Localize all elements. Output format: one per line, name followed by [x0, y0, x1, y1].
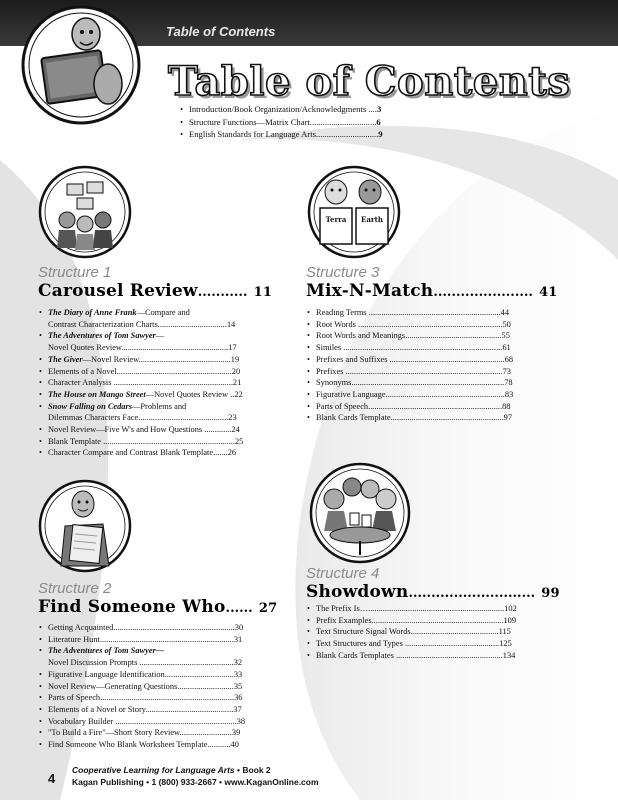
list-item[interactable]: • Blank Cards Template......................................................97: [307, 412, 543, 424]
intro-item[interactable]: • English Standards for Language Arts.............................9: [180, 128, 440, 141]
list-item[interactable]: • The Prefix Is….................................................................102: [307, 603, 543, 615]
structure-1-label: Structure 1: [38, 264, 112, 281]
showdown-illustration: [308, 461, 412, 565]
reader-illustration: [20, 4, 142, 126]
list-item[interactable]: • Character Compare and Contrast Blank Template.......26: [39, 447, 275, 459]
list-item[interactable]: • Figurative Language.........................................................83: [307, 389, 543, 401]
structure-1-title[interactable]: Carousel Review........... 11: [38, 281, 273, 301]
list-item[interactable]: • Parts of Speech................................................................88: [307, 401, 543, 413]
list-item[interactable]: • Reading Terms ...............................................................44: [307, 307, 543, 319]
list-item[interactable]: • Root Words .....................................................................50: [307, 319, 543, 331]
list-item[interactable]: • The Giver—Novel Review............................................19: [39, 354, 275, 366]
list-item[interactable]: • Root Words and Meanings..............................................55: [307, 330, 543, 342]
list-item[interactable]: Contrast Characterization Charts.................................14: [48, 319, 236, 329]
page-number: 4: [48, 771, 56, 786]
list-item[interactable]: • Snow Falling on Cedars—Problems and: [39, 401, 275, 413]
list-item[interactable]: Dilemmas Characters Face...........................................23: [48, 413, 237, 423]
header-title: Table of Contents: [166, 24, 276, 39]
intro-item[interactable]: • Introduction/Book Organization/Acknowledgments ....3: [180, 103, 440, 116]
intro-list: [180, 103, 440, 141]
structure-4-title[interactable]: Showdown............................ 99: [306, 582, 560, 602]
list-item[interactable]: • The Adventures of Tom Sawyer—: [39, 330, 275, 342]
intro-item[interactable]: • Structure Functions—Matrix Chart...............................6: [180, 116, 440, 129]
structure-3-title[interactable]: Mix-N-Match...................... 41: [306, 281, 558, 301]
list-item[interactable]: • Parts of Speech................................................................36: [39, 692, 275, 704]
list-item[interactable]: • Prefixes and Suffixes .......................................................68: [307, 354, 543, 366]
structure-4-label: Structure 4: [306, 565, 380, 582]
structure-1-items: [39, 307, 275, 459]
list-item[interactable]: • Blank Template ...............................................................25: [39, 436, 275, 448]
list-item[interactable]: • Text Structure Signal Words..........................................115: [307, 626, 543, 638]
footer-book-title: Cooperative Learning for Language Arts • Book 2: [72, 765, 271, 775]
structure-3-items: [307, 307, 543, 424]
list-item[interactable]: • Elements of a Novel.......................................................20: [39, 366, 275, 378]
list-item[interactable]: • The Diary of Anne Frank—Compare and: [39, 307, 275, 319]
sign-terra: Terra: [325, 215, 347, 224]
main-title: Table of Contents: [168, 58, 571, 105]
structure-2-title[interactable]: Find Someone Who...... 27: [38, 597, 278, 617]
list-item[interactable]: • Literature Hunt................................................................31: [39, 634, 275, 646]
list-item[interactable]: • Novel Review—Generating Questions...........................35: [39, 681, 275, 693]
list-item[interactable]: • Prefixes ...........................................................................73: [307, 366, 543, 378]
list-item[interactable]: • Prefix Examples...............................................................109: [307, 615, 543, 627]
list-item[interactable]: • Figurative Language Identification.................................33: [39, 669, 275, 681]
sign-earth: Earth: [361, 215, 383, 224]
list-item[interactable]: • Find Someone Who Blank Worksheet Template...........40: [39, 739, 275, 751]
list-item[interactable]: • Character Analysis .........................................................21: [39, 377, 275, 389]
list-item[interactable]: • Elements of a Novel or Story..........................................37: [39, 704, 275, 716]
list-item[interactable]: • Blank Cards Templates ...................................................134: [307, 650, 543, 662]
list-item[interactable]: • Getting Acquainted..........................................................30: [39, 622, 275, 634]
mix-n-match-illustration: [306, 164, 402, 260]
footer-publisher: Kagan Publishing • 1 (800) 933-2667 • www.KaganOnline.com: [72, 777, 319, 787]
structure-3-label: Structure 3: [306, 264, 380, 281]
list-item[interactable]: • Vocabulary Builder ..........................................................38: [39, 716, 275, 728]
structure-2-label: Structure 2: [38, 580, 112, 597]
list-item[interactable]: Novel Quotes Review...................................................17: [48, 343, 237, 353]
structure-2-items: [39, 622, 275, 751]
list-item[interactable]: Novel Discussion Prompts .............................................32: [48, 658, 243, 668]
list-item[interactable]: • Novel Review—Five W's and How Questions .............24: [39, 424, 275, 436]
list-item[interactable]: • The House on Mango Street—Novel Quotes Review ..22: [39, 389, 275, 401]
structure-4-items: [307, 603, 543, 662]
list-item[interactable]: • "To Build a Fire"—Short Story Review.........................39: [39, 727, 275, 739]
list-item[interactable]: • The Adventures of Tom Sawyer—: [39, 645, 275, 657]
list-item[interactable]: • Text Structures and Types .............................................125: [307, 638, 543, 650]
find-someone-illustration: [37, 478, 133, 574]
list-item[interactable]: • Similes ............................................................................61: [307, 342, 543, 354]
list-item[interactable]: • Synonyms.........................................................................78: [307, 377, 543, 389]
carousel-illustration: [37, 164, 133, 260]
